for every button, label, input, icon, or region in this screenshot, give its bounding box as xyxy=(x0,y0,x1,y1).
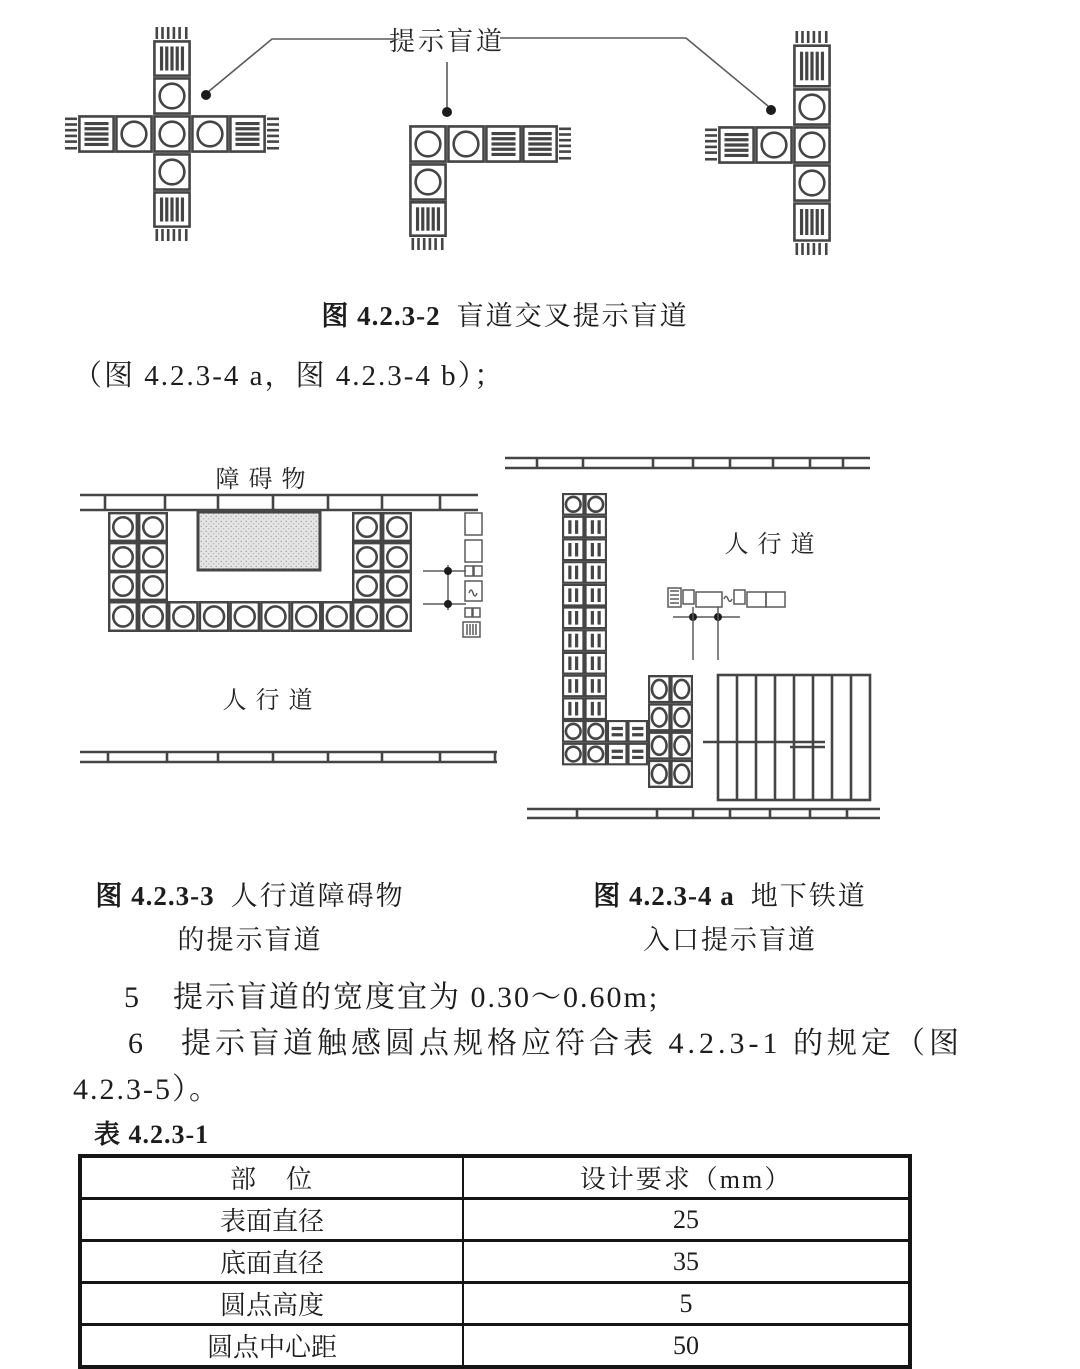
part-cell: 表面直径 xyxy=(80,1199,463,1241)
corner-diagram xyxy=(410,126,571,250)
clause-6-line2: 4.2.3-5）。 xyxy=(73,1073,221,1106)
table-title: 表 4.2.3-1 xyxy=(94,1120,210,1149)
leader-dot xyxy=(201,90,211,100)
leader-dot xyxy=(442,107,452,117)
table-header-part: 部 位 xyxy=(80,1156,463,1199)
part-cell: 圆点中心距 xyxy=(80,1325,463,1368)
curb-line-top xyxy=(80,495,478,510)
part-cell: 圆点高度 xyxy=(80,1283,463,1325)
dimension-annotations xyxy=(668,588,785,660)
tactile-paving-label: 提示盲道 xyxy=(388,27,506,56)
figure-tactile-crossings xyxy=(0,0,1080,290)
tee-intersection-diagram xyxy=(705,31,830,255)
figure-caption-432-2 xyxy=(0,294,1010,333)
value-cell: 25 xyxy=(463,1199,910,1241)
table-row xyxy=(80,1325,910,1368)
value-cell: 35 xyxy=(463,1241,910,1283)
clause-5: 5 提示盲道的宽度宜为 0.30～0.60m; xyxy=(124,981,660,1014)
table-row xyxy=(80,1199,910,1241)
figure-title-line2: 入口提示盲道 xyxy=(643,925,817,955)
spec-table xyxy=(78,1154,912,1369)
figure-title: 地下铁道 xyxy=(750,881,867,911)
sidewalk-label: 人行道 xyxy=(222,688,322,714)
reference-note: （图 4.2.3-4 a，图 4.2.3-4 b）； xyxy=(73,360,506,392)
table-row xyxy=(80,1283,910,1325)
figure-caption-432-3 xyxy=(60,874,440,962)
curb-line-bottom xyxy=(527,809,880,818)
figure-number: 图 4.2.3-4 a xyxy=(593,881,735,911)
sidewalk-label: 人行道 xyxy=(724,532,824,558)
part-cell: 底面直径 xyxy=(80,1241,463,1283)
clause-6-line1: 6 提示盲道触感圆点规格应符合表 4.2.3-1 的规定（图 xyxy=(128,1027,963,1060)
leader-dot xyxy=(766,105,776,115)
table-header-requirement: 设计要求（mm） xyxy=(463,1156,910,1199)
value-cell: 5 xyxy=(463,1283,910,1325)
figure-title-line2: 的提示盲道 xyxy=(177,925,323,955)
value-cell: 50 xyxy=(673,1330,699,1360)
obstacle-rect xyxy=(198,512,320,570)
figure-number: 图 4.2.3-3 xyxy=(95,881,215,911)
guiding-strip xyxy=(563,494,692,787)
figure-title: 人行道障碍物 xyxy=(230,881,405,911)
dimension-annotations xyxy=(423,513,482,637)
table-row xyxy=(80,1241,910,1283)
figure-subway-entrance xyxy=(500,440,900,830)
figure-caption-432-4a xyxy=(540,874,920,962)
stairs xyxy=(703,675,870,800)
figure-number: 图 4.2.3-2 xyxy=(321,301,441,331)
figure-obstacle-warning xyxy=(60,440,500,775)
curb-line-top xyxy=(505,458,870,468)
obstacle-label: 障碍物 xyxy=(215,467,315,493)
table-header-row xyxy=(80,1156,910,1199)
curb-line-bottom xyxy=(80,752,497,762)
figure-title: 盲道交叉提示盲道 xyxy=(456,301,689,331)
